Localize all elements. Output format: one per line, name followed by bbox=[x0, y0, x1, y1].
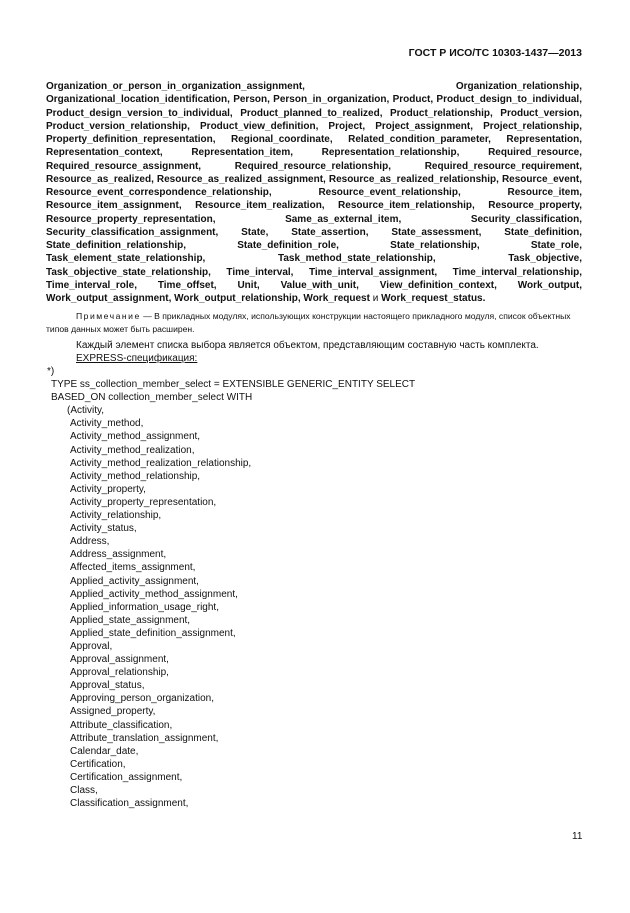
code-item: Activity_method_relationship, bbox=[70, 470, 201, 482]
code-item: Applied_state_assignment, bbox=[70, 614, 191, 626]
code-item: Class, bbox=[70, 785, 98, 796]
express-heading: EXPRESS-спецификация: bbox=[76, 353, 198, 364]
entity-list-paragraph bbox=[46, 80, 582, 305]
page-number: 11 bbox=[572, 831, 583, 842]
code-item: Activity_property, bbox=[70, 483, 146, 495]
conjunction: и bbox=[369, 293, 382, 304]
code-item: Applied_activity_method_assignment, bbox=[70, 588, 238, 600]
code-item: Attribute_classification, bbox=[70, 719, 173, 731]
note bbox=[46, 310, 582, 336]
code-open: *) bbox=[47, 366, 55, 377]
code-item: Activity_method_assignment, bbox=[70, 431, 201, 443]
code-item: Calendar_date, bbox=[70, 745, 139, 757]
code-item: Approval, bbox=[70, 640, 113, 652]
code-items bbox=[46, 417, 415, 810]
code-based-on-line: BASED_ON collection_member_select WITH bbox=[51, 392, 253, 404]
code-item: Approval_assignment, bbox=[70, 654, 169, 666]
code-item: Attribute_translation_assignment, bbox=[70, 732, 219, 744]
standard-header: ГОСТ Р ИСО/ТС 10303-1437—2013 bbox=[408, 47, 582, 59]
note-text: — В прикладных модулях, использующих конструкции настоящего прикладного модуля, список объектных типов данных может быть расширен. bbox=[46, 311, 571, 334]
code-item: Activity_status, bbox=[70, 523, 137, 535]
code-item: Approving_person_organization, bbox=[70, 693, 214, 705]
code-item: Assigned_property, bbox=[70, 706, 156, 718]
entity-list-last: Work_request_status bbox=[381, 293, 483, 304]
code-item: Applied_state_definition_assignment, bbox=[70, 627, 236, 639]
code-item: Approval_relationship, bbox=[70, 667, 169, 679]
code-item: Activity_property_representation, bbox=[70, 496, 217, 508]
code-item: Activity_method, bbox=[70, 418, 144, 430]
code-item: Classification_assignment, bbox=[70, 798, 189, 810]
code-item: Approval_status, bbox=[70, 680, 145, 692]
express-code bbox=[46, 365, 415, 810]
code-item: Address, bbox=[70, 536, 110, 548]
code-item: Activity_relationship, bbox=[70, 510, 162, 522]
code-item: Certification_assignment, bbox=[70, 771, 183, 783]
note-label: Примечание bbox=[76, 311, 141, 321]
entity-list-end: . bbox=[482, 293, 486, 304]
code-item: Applied_information_usage_right, bbox=[70, 601, 219, 613]
code-item: Activity_method_realization, bbox=[70, 444, 195, 456]
code-item: Affected_items_assignment, bbox=[70, 562, 196, 574]
select-description: Каждый элемент списка выбора является объектом, представляющим составную часть комплекта. bbox=[76, 340, 539, 351]
code-item: Certification, bbox=[70, 758, 126, 770]
code-item: Address_assignment, bbox=[70, 549, 167, 561]
entity-list-text: Organization_or_person_in_organization_assignment, Organization_relationship, Organizational_location_identification, Person, Person_in_organization, Product, Product_design_to_individual, Product_design_version_to_individual, Product_planned_to_realized, Product_relationship, Product_version, Product_version_relationship, Product_view_definition, Project, Project_assignment, Project_relationship, Property_definition_representation, Regional_coordinate, Related_condition_parameter, Representation, Representation_context, Representation_item, Representation_relationship, Required_resource, Required_resource_assignment, Required_resource_relationship, Required_resource_requirement, Resource_as_realized, Resource_as_realized_assignment, Resource_as_realized_relationship, Resource_event, Resource_event_correspondence_relationship, Resource_event_relationship, Resource_item, Resource_item_assignment, Resource_item_realization, Resource_item_relationship, Resource_property, Resource_property_representation, Same_as_external_item, Security_classification, Security_classification_assignment, State, State_assertion, State_assessment, State_definition, State_definition_relationship, State_definition_role, State_relationship, State_role, Task_element_state_relationship, Task_method_state_relationship, Task_objective, Task_objective_state_relationship, Time_interval, Time_interval_assignment, Time_interval_relationship, Time_interval_role, Time_offset, Unit, Value_with_unit, View_definition_context, Work_output, Work_output_assignment, Work_output_relationship, Work_request bbox=[46, 81, 582, 304]
code-first-item: (Activity, bbox=[67, 405, 105, 417]
code-type-line: TYPE ss_collection_member_select = EXTENSIBLE GENERIC_ENTITY SELECT bbox=[51, 379, 416, 391]
code-item: Applied_activity_assignment, bbox=[70, 575, 199, 587]
code-item: Activity_method_realization_relationship, bbox=[70, 457, 252, 469]
